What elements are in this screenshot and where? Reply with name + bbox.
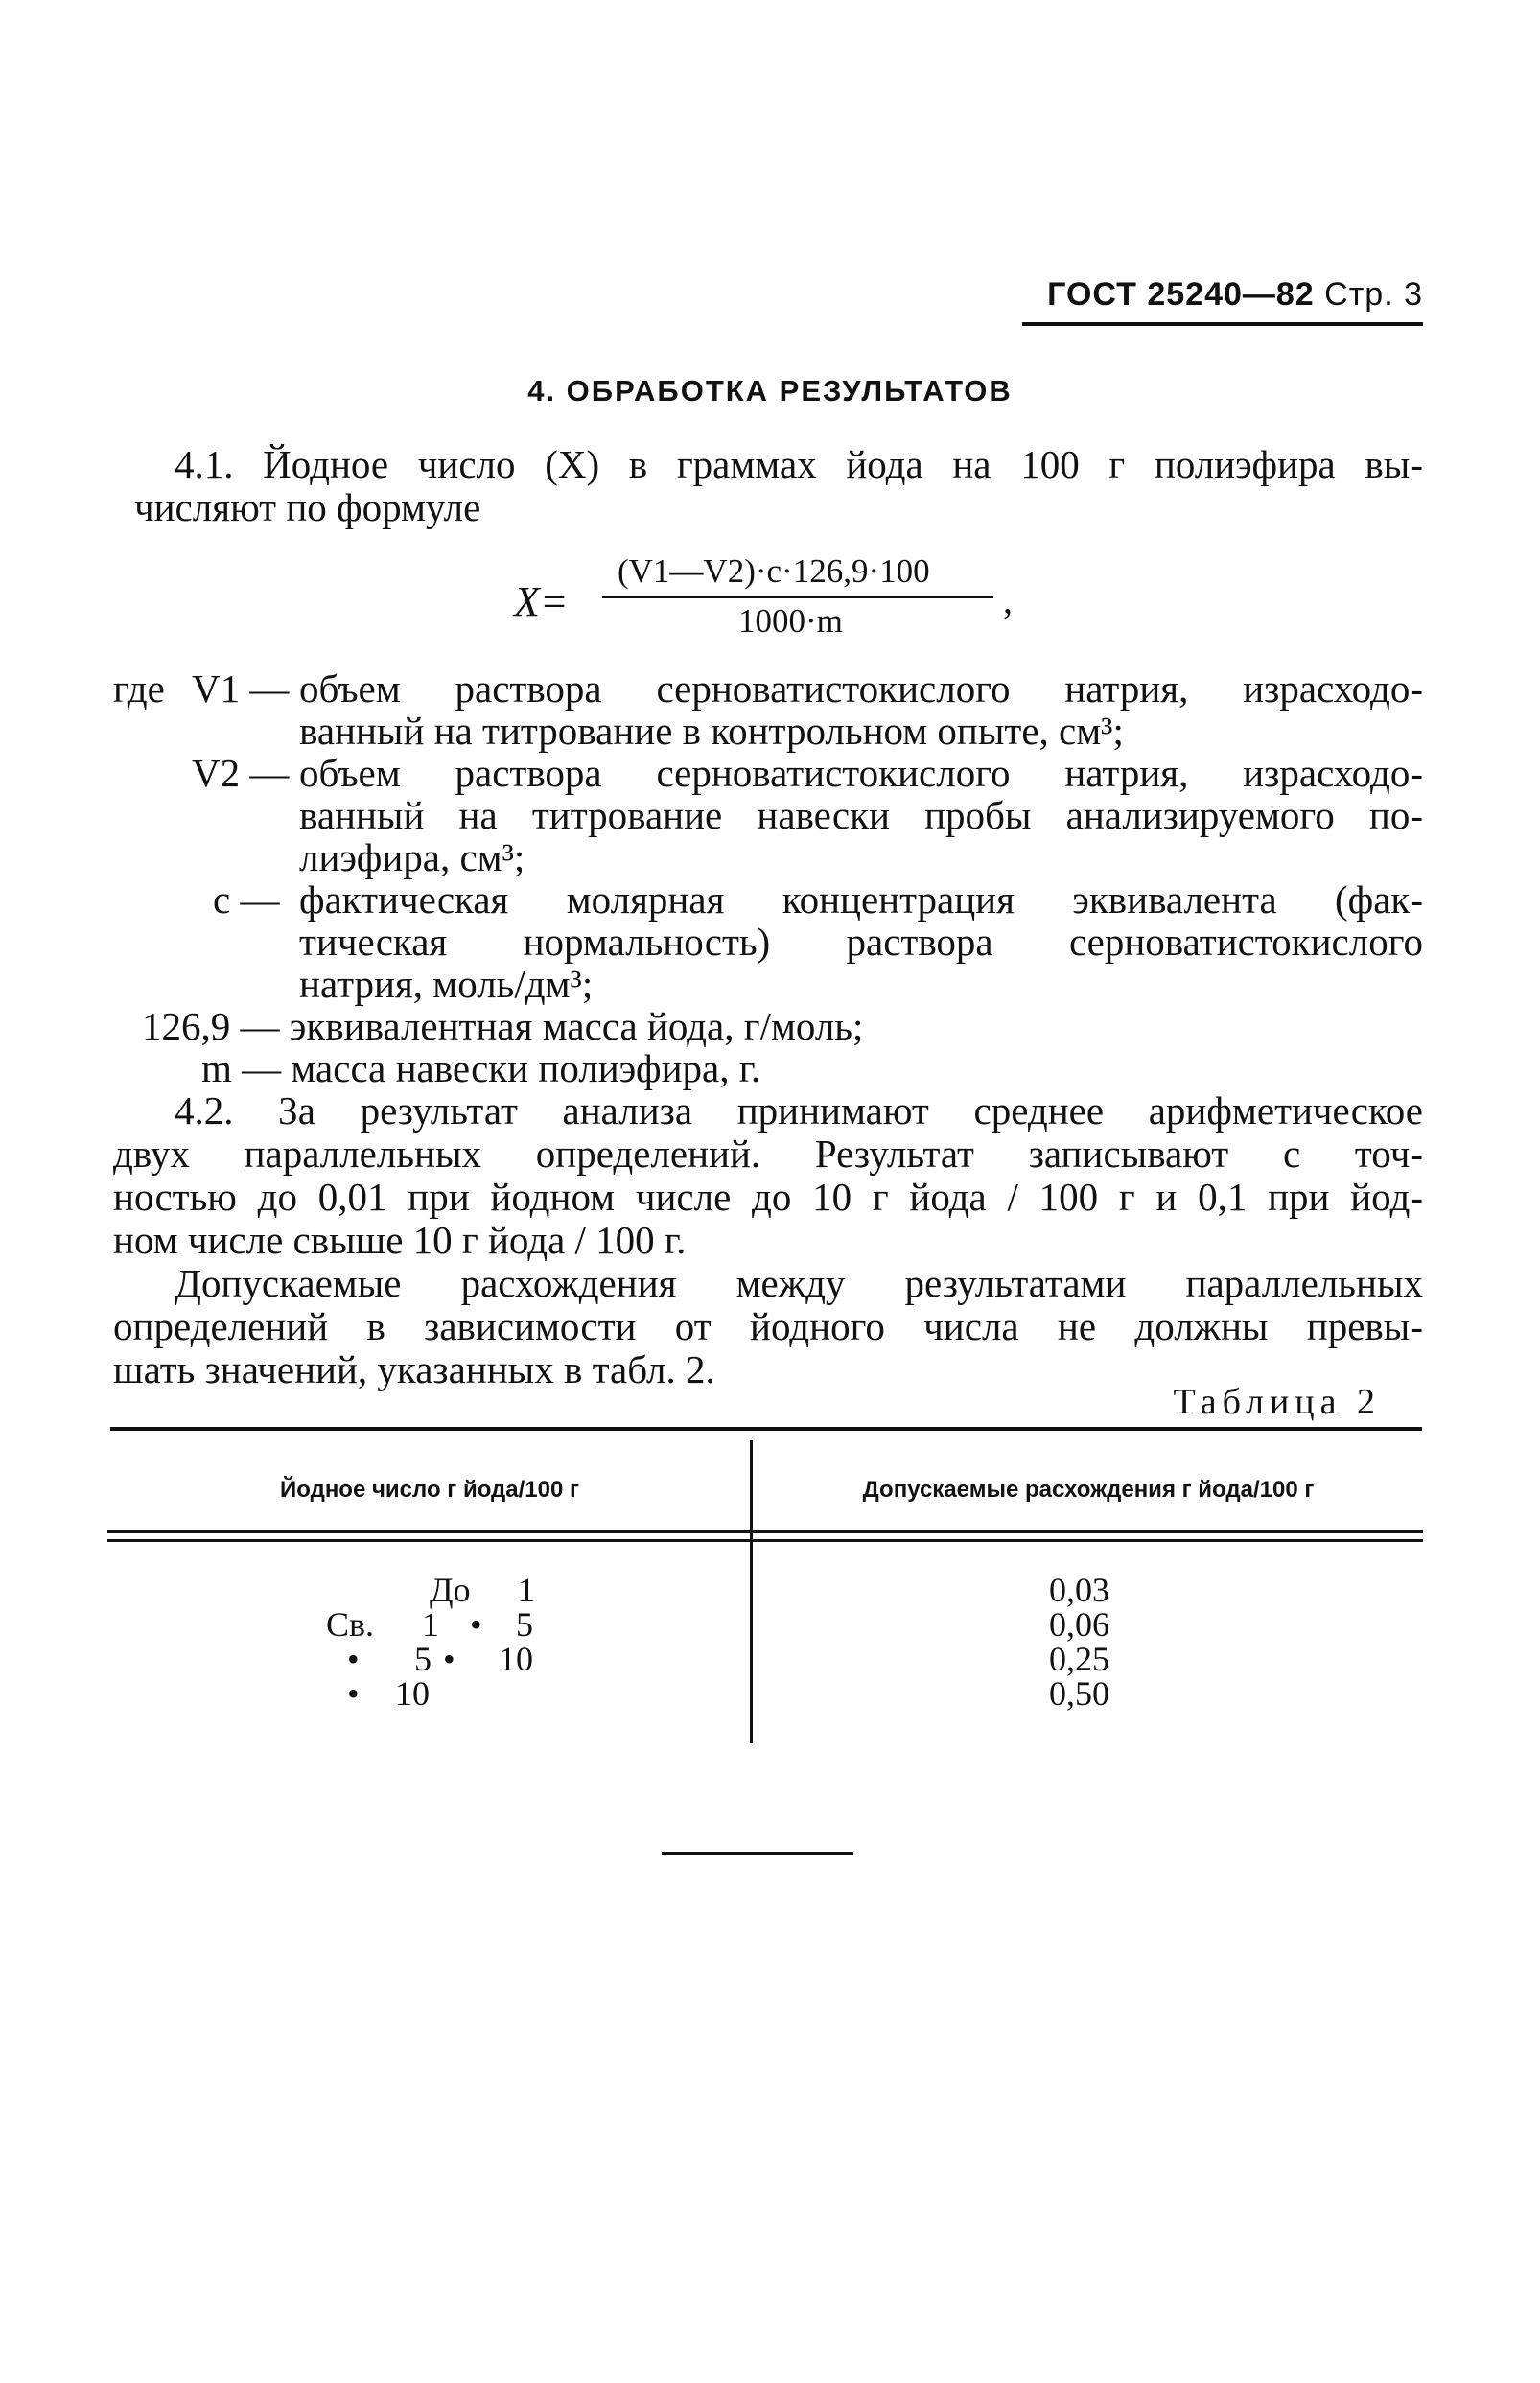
- paragraph-line: числяют по формуле: [134, 485, 481, 529]
- paragraph-4-1: [134, 443, 1423, 529]
- definition-line: ванный на титрование в контрольном опыте, см³;: [299, 709, 1124, 753]
- row-tolerance: 0,03: [1049, 1571, 1109, 1609]
- c-symbol: c —: [213, 877, 280, 922]
- column-header-tolerance: Допускаемые расхождения г йода/100 г: [862, 1477, 1315, 1503]
- v2-definition: [299, 752, 1423, 878]
- page-number: Стр. 3: [1324, 276, 1423, 313]
- header-rule-lower: [107, 1539, 1423, 1542]
- definition-line: объем раствора серноватистокислого натрия, израсходо-: [299, 751, 1423, 795]
- paragraph-line: определений в зависимости от йодного числа не должны превы-: [113, 1304, 1423, 1348]
- m-definition: m — масса навески полиэфира, г.: [201, 1046, 761, 1090]
- paragraph-line: двух параллельных определений. Результат записывают с точ-: [113, 1132, 1423, 1176]
- iodine-formula: [514, 552, 1013, 648]
- row-tolerance: 0,50: [1049, 1674, 1109, 1713]
- c-definition: [299, 878, 1423, 1005]
- paragraph-line: 4.1. Йодное число (X) в граммах йода на 100 г полиэфира вы-: [175, 442, 1423, 486]
- header-rule: [1022, 322, 1423, 326]
- column-header-iodine-number: Йодное число г йода/100 г: [279, 1477, 579, 1503]
- row-range-to: 1: [518, 1571, 535, 1609]
- row-range-to: 10: [499, 1640, 533, 1678]
- row-range-from: 5: [414, 1640, 432, 1678]
- row-tolerance: 0,06: [1049, 1605, 1109, 1644]
- definition-line: ванный на титрование навески пробы анализируемого по-: [299, 793, 1423, 837]
- fraction-bar: [602, 596, 993, 598]
- definition-line: фактическая молярная концентрация эквивалента (фак-: [299, 877, 1423, 922]
- standard-number: ГОСТ 25240—82: [1047, 276, 1315, 313]
- row-prefix: Св.: [326, 1605, 375, 1644]
- where-label: где: [113, 666, 165, 711]
- row-prefix: •: [347, 1674, 360, 1713]
- row-separator: •: [470, 1605, 482, 1644]
- row-range-from: 1: [422, 1605, 439, 1644]
- paragraph-4-3: [113, 1262, 1423, 1391]
- row-range-from: 10: [395, 1674, 430, 1713]
- header-rule-upper: [107, 1530, 1423, 1533]
- formula-comma: ,: [1003, 578, 1013, 621]
- page-header: [1016, 276, 1423, 314]
- formula-denominator: 1000·m: [738, 602, 843, 640]
- paragraph-line: 4.2. За результат анализа принимают среднее арифметическое: [175, 1088, 1423, 1133]
- row-separator: •: [443, 1640, 455, 1678]
- column-divider: [750, 1440, 753, 1743]
- table-caption: Таблица 2: [1173, 1382, 1381, 1422]
- constant-definition: 126,9 — эквивалентная масса йода, г/моль;: [142, 1004, 864, 1048]
- paragraph-line: шать значений, указанных в табл. 2.: [113, 1347, 715, 1391]
- paragraph-line: ном числе свыше 10 г йода / 100 г.: [113, 1218, 687, 1262]
- formula-numerator: (V1—V2)·c·126,9·100: [618, 552, 930, 590]
- end-rule: [662, 1852, 853, 1855]
- row-range-to: 5: [516, 1605, 533, 1644]
- table-top-rule: [110, 1427, 1422, 1431]
- paragraph-4-2: [113, 1089, 1423, 1262]
- row-prefix: •: [347, 1640, 360, 1678]
- definition-line: лиэфира, см³;: [299, 835, 525, 879]
- v2-symbol: V2 —: [192, 751, 290, 795]
- v1-symbol: V1 —: [192, 666, 290, 711]
- definition-line: натрия, моль/дм³;: [299, 962, 594, 1006]
- v1-definition: [299, 667, 1423, 752]
- section-title: 4. ОБРАБОТКА РЕЗУЛЬТАТОВ: [527, 374, 1013, 408]
- definition-line: тическая нормальность) раствора серноватистокислого: [299, 920, 1423, 964]
- formula-lhs: X=: [514, 578, 569, 625]
- row-range-from: До: [430, 1571, 471, 1609]
- paragraph-line: ностью до 0,01 при йодном числе до 10 г йода / 100 г и 0,1 при йод-: [113, 1175, 1423, 1219]
- paragraph-line: Допускаемые расхождения между результатами параллельных: [175, 1261, 1423, 1305]
- definition-line: объем раствора серноватистокислого натрия, израсходо-: [299, 666, 1423, 711]
- row-tolerance: 0,25: [1049, 1640, 1109, 1678]
